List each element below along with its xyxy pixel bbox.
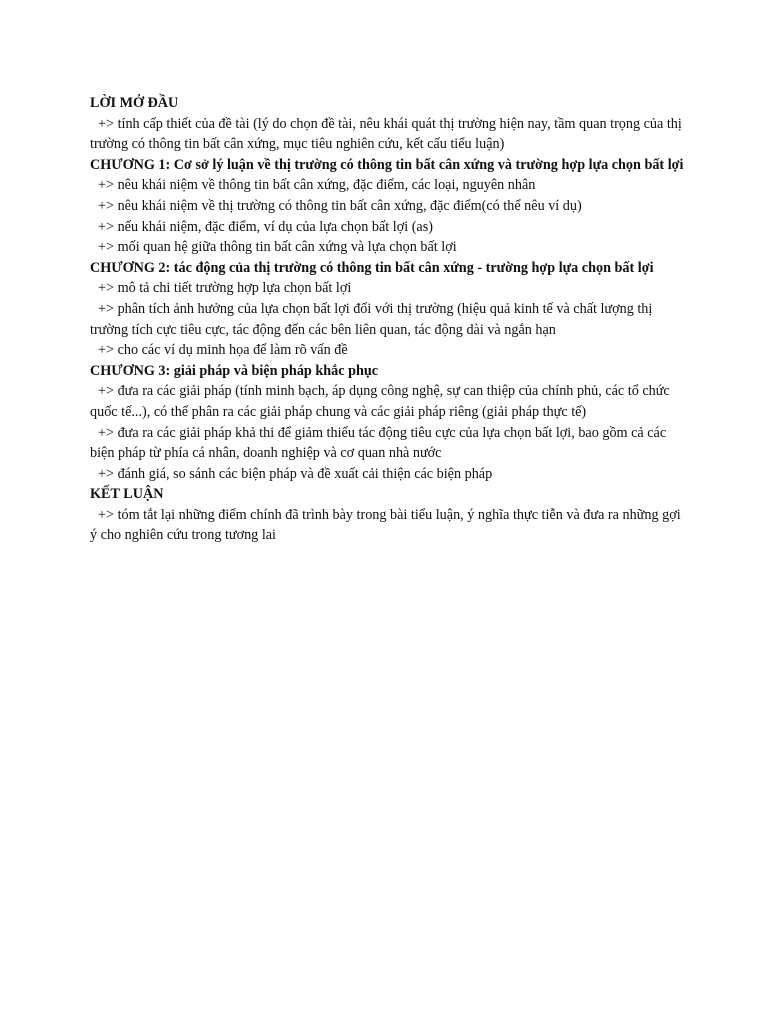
section-heading-chapter-1: CHƯƠNG 1: Cơ sở lý luận về thị trường có thông tin bất cân xứng và trường hợp lựa chọn bất lợi [90,156,684,173]
list-item-text: nếu khái niệm, đặc điểm, ví dụ của lựa chọn bất lợi (as) [117,218,433,235]
list-item [90,381,690,422]
list-item [90,196,690,217]
list-item [90,340,690,361]
bullet-marker: +> [98,115,115,132]
bullet-marker: +> [98,197,115,214]
list-item [90,237,690,258]
list-item-text: đưa ra các giải pháp khả thi để giảm thiểu tác động tiêu cực của lựa chọn bất lợi, bao gồm cả các biện pháp từ phía cá nhân, doanh nghiệp và cơ quan nhà nước [90,424,667,462]
bullet-marker: +> [98,218,115,235]
list-item [90,217,690,238]
section-heading-chapter-2: CHƯƠNG 2: tác động của thị trường có thông tin bất cân xứng - trường hợp lựa chọn bất lợi [90,259,654,276]
document-page [90,93,690,546]
bullet-marker: +> [98,300,115,317]
list-item [90,464,690,485]
list-item-text: phân tích ảnh hưởng của lựa chọn bất lợi đối với thị trường (hiệu quả kinh tế và chất lượng thị trường tích cực tiêu cực, tác động đến các bên liên quan, tác động dài và ngắn hạn [90,300,653,338]
bullet-marker: +> [98,280,115,297]
bullet-marker: +> [98,383,115,400]
bullet-marker: +> [98,465,115,482]
list-item-text: đánh giá, so sánh các biện pháp và đề xuất cải thiện các biện pháp [117,465,493,482]
bullet-marker: +> [98,424,115,441]
list-item-text: tính cấp thiết của đề tài (lý do chọn đề tài, nêu khái quát thị trường hiện nay, tầm quan trọng của thị trường có thông tin bất cân xứng, mục tiêu nghiên cứu, kết cấu tiểu luận) [90,115,682,153]
section-heading-intro: LỜI MỞ ĐẦU [90,95,179,111]
bullet-marker: +> [98,177,115,194]
list-item [90,278,690,299]
list-item-text: tóm tắt lại những điểm chính đã trình bày trong bài tiểu luận, ý nghĩa thực tiễn và đưa ra những gợi ý cho nghiên cứu trong tương lai [90,506,681,544]
bullet-marker: +> [98,342,115,359]
list-item [90,423,690,464]
section-heading-chapter-3: CHƯƠNG 3: giải pháp và biện pháp khắc phục [90,362,379,379]
list-item [90,505,690,546]
list-item [90,175,690,196]
bullet-marker: +> [98,239,115,256]
bullet-marker: +> [98,506,115,523]
list-item-text: mô tả chi tiết trường hợp lựa chọn bất lợi [117,280,352,297]
list-item [90,114,690,155]
list-item-text: nêu khái niệm về thị trường có thông tin bất cân xứng, đặc điểm(có thể nêu ví dụ) [117,197,582,214]
section-heading-conclusion: KẾT LUẬN [90,486,164,503]
list-item-text: nêu khái niệm về thông tin bất cân xứng, đặc điểm, các loại, nguyên nhân [117,177,536,194]
list-item [90,299,690,340]
list-item-text: cho các ví dụ minh họa để làm rõ vấn đề [117,342,348,359]
list-item-text: mối quan hệ giữa thông tin bất cân xứng và lựa chọn bất lợi [117,239,457,256]
list-item-text: đưa ra các giải pháp (tính minh bạch, áp dụng công nghệ, sự can thiệp của chính phủ, các tổ chức quốc tế...), có thể phân ra các giải pháp chung và các giải pháp riêng (giải pháp thực tế) [90,383,670,420]
